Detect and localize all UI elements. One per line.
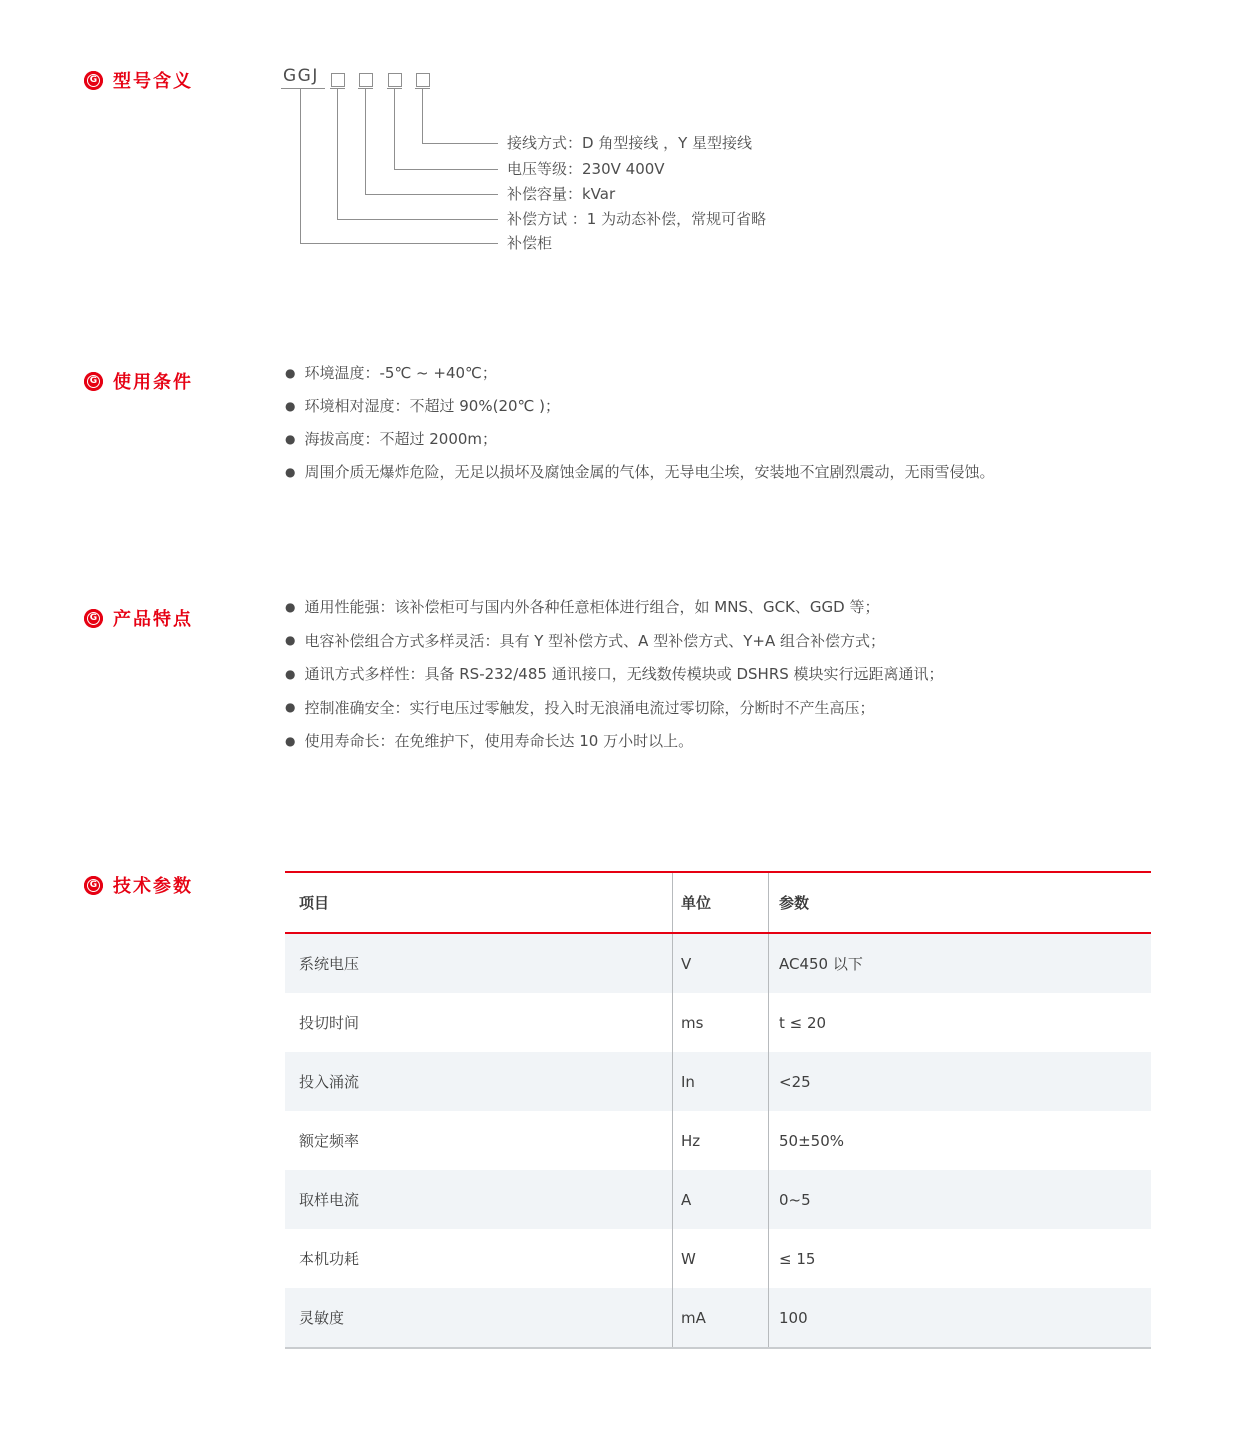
cell-value: 100	[768, 1288, 1151, 1347]
list-item	[285, 624, 944, 658]
list-item	[285, 691, 944, 725]
cell-item: 投入涌流	[299, 1073, 360, 1091]
brand-letter: G	[87, 879, 100, 892]
section-header-model-meaning	[84, 67, 193, 93]
cell-value: <25	[768, 1052, 1151, 1111]
list-item	[285, 389, 995, 422]
table-row	[285, 993, 1151, 1052]
column-header-item: 项目	[299, 894, 330, 912]
connector-vline	[365, 89, 366, 194]
list-item	[285, 356, 995, 389]
connector-vline	[300, 89, 301, 243]
section-title-tech-params: 技术参数	[113, 876, 193, 897]
cell-unit: Hz	[672, 1111, 768, 1170]
bullet-icon: ●	[285, 464, 296, 479]
model-label-wiring: 接线方式：D 角型接线 ，Y 星型接线	[507, 134, 753, 152]
table-row	[285, 1111, 1151, 1170]
list-item-text: 通用性能强：该补偿柜可与国内外各种任意柜体进行组合，如 MNS、GCK、GGD 等；	[304, 598, 880, 617]
connector-vline	[394, 89, 395, 169]
connector-hline	[394, 169, 498, 170]
bullet-icon: ●	[285, 398, 296, 413]
brand-letter: G	[87, 375, 100, 388]
table-row	[285, 934, 1151, 993]
table-row	[285, 1288, 1151, 1347]
bullet-icon: ●	[285, 666, 296, 681]
list-item-text: 周围介质无爆炸危险，无足以损坏及腐蚀金属的气体，无导电尘埃，安装地不宜剧烈震动，无雨雪侵蚀。	[304, 463, 995, 481]
cell-unit: W	[672, 1229, 768, 1288]
list-item-text: 海拔高度：不超过 2000m；	[304, 430, 498, 448]
model-label-capacity: 补偿容量：kVar	[507, 185, 616, 203]
model-label-voltage: 电压等级：230V 400V	[507, 160, 665, 178]
connector-vline	[422, 89, 423, 143]
model-code-underline	[281, 88, 325, 89]
list-item	[285, 657, 944, 691]
connector-hline	[300, 243, 498, 244]
cell-item: 取样电流	[299, 1191, 360, 1209]
column-header-unit: 单位	[672, 873, 768, 932]
list-item	[285, 590, 944, 624]
model-code: GGJ	[283, 66, 319, 86]
cell-unit: mA	[672, 1288, 768, 1347]
list-item-text: 电容补偿组合方式多样灵活：具有 Y 型补偿方式、A 型补偿方式、Y+A 组合补偿方式；	[304, 631, 885, 650]
brand-letter: G	[87, 74, 100, 87]
section-title-model-meaning: 型号含义	[113, 71, 193, 92]
connector-vline	[337, 89, 338, 219]
usage-conditions-list	[285, 356, 995, 488]
bullet-icon: ●	[285, 365, 296, 380]
list-item	[285, 455, 995, 488]
cell-item: 投切时间	[299, 1014, 360, 1032]
section-header-tech-params	[84, 872, 193, 898]
model-digit-box-3	[388, 73, 402, 87]
connector-hline	[337, 219, 498, 220]
section-header-usage-conditions	[84, 368, 193, 394]
cell-value: 50±50%	[768, 1111, 1151, 1170]
list-item	[285, 422, 995, 455]
list-item	[285, 724, 944, 758]
cell-value: t ≤ 20	[768, 993, 1151, 1052]
model-digit-box-2	[359, 73, 373, 87]
cell-value: ≤ 15	[768, 1229, 1151, 1288]
column-header-value: 参数	[768, 873, 1151, 932]
tech-params-table	[285, 871, 1151, 1349]
cell-unit: V	[672, 934, 768, 993]
list-item-text: 控制准确安全：实行电压过零触发，投入时无浪涌电流过零切除，分断时不产生高压；	[304, 698, 875, 717]
model-code-diagram	[283, 66, 983, 266]
section-header-product-features	[84, 605, 193, 631]
section-title-product-features: 产品特点	[113, 609, 193, 630]
bullet-icon: ●	[285, 599, 296, 614]
list-item-text: 使用寿命长：在免维护下，使用寿命长达 10 万小时以上。	[304, 732, 694, 751]
cell-item: 本机功耗	[299, 1250, 360, 1268]
model-label-comp-mode: 补偿方试 ：1 为动态补偿，常规可省略	[507, 210, 767, 228]
cell-item: 灵敏度	[299, 1309, 345, 1327]
cell-value: AC450 以下	[768, 934, 1151, 993]
table-row	[285, 1229, 1151, 1288]
table-row	[285, 1052, 1151, 1111]
cell-unit: ms	[672, 993, 768, 1052]
cell-unit: A	[672, 1170, 768, 1229]
bullet-icon: ●	[285, 733, 296, 748]
cell-item: 系统电压	[299, 955, 360, 973]
connector-hline	[365, 194, 498, 195]
brand-mark-icon	[84, 372, 103, 391]
cell-value: 0~5	[768, 1170, 1151, 1229]
list-item-text: 环境相对湿度：不超过 90%(20℃ )；	[304, 397, 560, 415]
model-digit-box-4	[416, 73, 430, 87]
list-item-text: 通讯方式多样性：具备 RS-232/485 通讯接口，无线数传模块或 DSHRS 模块实行远距离通讯；	[304, 665, 944, 684]
model-label-cabinet: 补偿柜	[507, 234, 553, 252]
table-body	[285, 934, 1151, 1349]
brand-mark-icon	[84, 609, 103, 628]
connector-hline	[422, 143, 498, 144]
table-row	[285, 1170, 1151, 1229]
table-header-row	[285, 871, 1151, 934]
bullet-icon: ●	[285, 700, 296, 715]
section-title-usage-conditions: 使用条件	[113, 372, 193, 393]
cell-item: 额定频率	[299, 1132, 360, 1150]
product-features-list	[285, 590, 944, 758]
brand-mark-icon	[84, 71, 103, 90]
brand-letter: G	[87, 612, 100, 625]
list-item-text: 环境温度：-5℃ ~ +40℃；	[304, 364, 497, 382]
bullet-icon: ●	[285, 431, 296, 446]
model-digit-box-1	[331, 73, 345, 87]
bullet-icon: ●	[285, 633, 296, 648]
brand-mark-icon	[84, 876, 103, 895]
cell-unit: In	[672, 1052, 768, 1111]
